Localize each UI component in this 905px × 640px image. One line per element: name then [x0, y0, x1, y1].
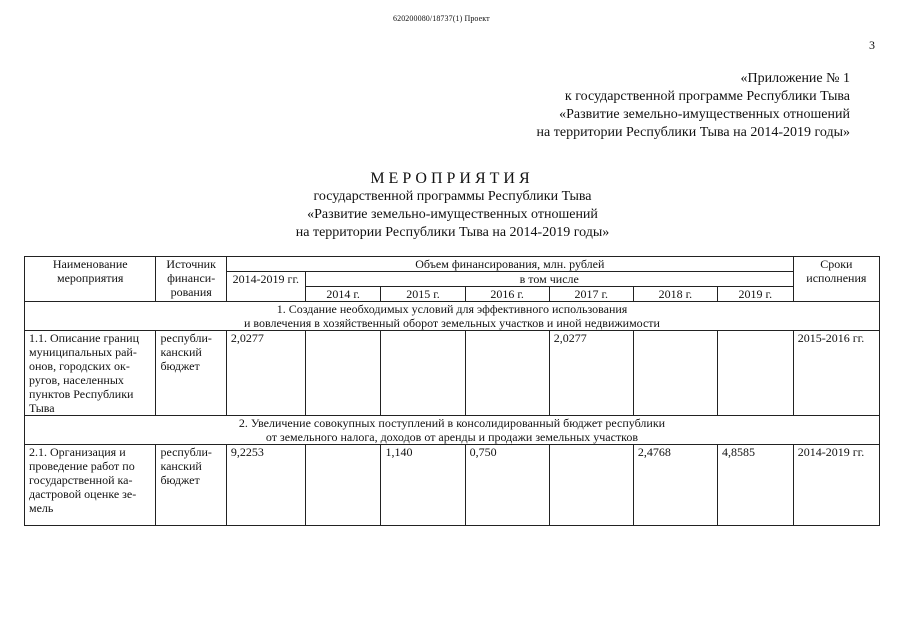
- execution-term: 2015-2016 гг.: [793, 331, 879, 416]
- document-title: [0, 170, 905, 242]
- amount-2014: [305, 331, 381, 416]
- header-row-1: [25, 257, 880, 272]
- header-incl: в том числе: [305, 272, 793, 287]
- amount-2016: [465, 331, 549, 416]
- measure-name: 2.1. Организация и проведение работ по государственной ка-дастровой оценке зе-мель: [25, 445, 156, 526]
- execution-term: 2014-2019 гг.: [793, 445, 879, 526]
- table-row: [25, 445, 880, 526]
- funding-source: республи-канский бюджет: [156, 445, 226, 526]
- amount-2017: [549, 445, 633, 526]
- appendix-line-1: «Приложение № 1: [740, 71, 850, 86]
- title-line-4: на территории Республики Тыва на 2014-2019 годы»: [295, 225, 610, 240]
- header-2018: 2018 г.: [633, 287, 717, 302]
- section-1-heading: [25, 302, 880, 331]
- amount-2016: 0,750: [465, 445, 549, 526]
- header-volume: Объем финансирования, млн. рублей: [226, 257, 793, 272]
- header-2016: 2016 г.: [465, 287, 549, 302]
- page-number: 3: [869, 38, 875, 52]
- header-2015: 2015 г.: [381, 287, 465, 302]
- title-main: МЕРОПРИЯТИЯ: [370, 170, 534, 187]
- amount-2014: [305, 445, 381, 526]
- appendix-line-2: к государственной программе Республики Тыва: [564, 89, 850, 104]
- measure-name: 1.1. Описание границ муниципальных рай-онов, городских ок-ругов, населенных пунктов Республики Тыва: [25, 331, 156, 416]
- section-2-heading: [25, 416, 880, 445]
- section-2-row: [25, 416, 880, 445]
- table-row: [25, 331, 880, 416]
- amount-2015: [381, 331, 465, 416]
- amount-2015: 1,140: [381, 445, 465, 526]
- amount-2018: 2,4768: [633, 445, 717, 526]
- section-1-line-2: и вовлечения в хозяйственный оборот земельных участков и иной недвижимости: [244, 316, 660, 330]
- section-2-line-1: 2. Увеличение совокупных поступлений в консолидированный бюджет республики: [238, 416, 666, 430]
- title-line-2: государственной программы Республики Тыва: [313, 189, 592, 204]
- section-1-line-1: 1. Создание необходимых условий для эффективного использования: [276, 302, 628, 316]
- amount-2017: 2,0277: [549, 331, 633, 416]
- amount-2019: 4,8585: [717, 445, 793, 526]
- amount-total: 9,2253: [226, 445, 305, 526]
- header-2014: 2014 г.: [305, 287, 381, 302]
- header-2019: 2019 г.: [717, 287, 793, 302]
- amount-2019: [717, 331, 793, 416]
- header-name: Наименование мероприятия: [25, 257, 156, 302]
- header-total: 2014-2019 гг.: [226, 272, 305, 302]
- amount-total: 2,0277: [226, 331, 305, 416]
- section-1-row: [25, 302, 880, 331]
- header-2017: 2017 г.: [549, 287, 633, 302]
- section-2-line-2: от земельного налога, доходов от аренды и продажи земельных участков: [265, 430, 639, 444]
- amount-2018: [633, 331, 717, 416]
- funding-source: республи-канский бюджет: [156, 331, 226, 416]
- header-term: Сроки исполнения: [793, 257, 879, 302]
- title-line-3: «Развитие земельно-имущественных отношений: [307, 207, 598, 222]
- measures-table: [24, 256, 880, 526]
- document-id: 620200080/18737(1) Проект: [393, 14, 490, 23]
- appendix-line-4: на территории Республики Тыва на 2014-2019 годы»: [536, 125, 850, 140]
- appendix-line-3: «Развитие земельно-имущественных отношений: [559, 107, 850, 122]
- header-source: Источник финанси-рования: [156, 257, 226, 302]
- appendix-header: [537, 70, 850, 142]
